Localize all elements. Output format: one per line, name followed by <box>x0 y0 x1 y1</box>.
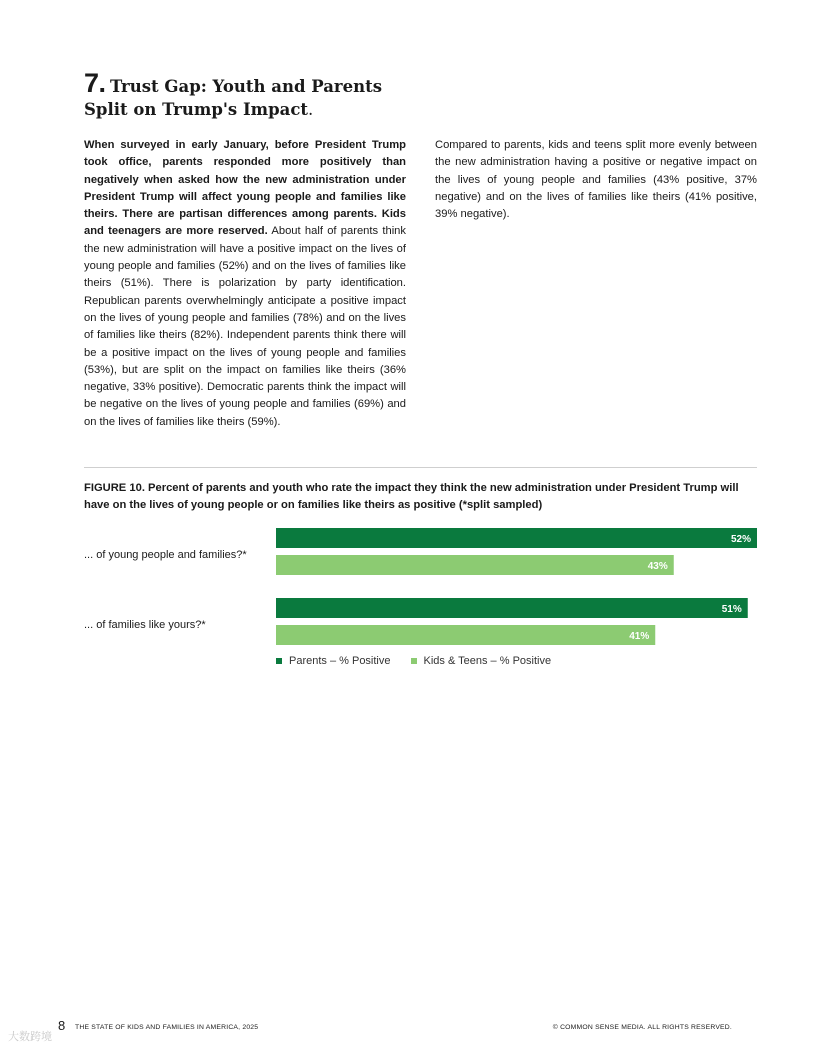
data-label-kids-teens-0: 43% <box>647 561 668 572</box>
legend-label-kids-teens: Kids & Teens – % Positive <box>423 655 552 667</box>
bar-parents-0 <box>276 528 757 548</box>
bar-chart-svg <box>84 525 758 655</box>
category-label-families: ... of families like yours?* <box>84 619 206 631</box>
bar-kids-teens-1 <box>276 625 655 645</box>
section-heading <box>84 68 414 121</box>
right-column-text <box>435 137 757 223</box>
legend-swatch-kids-teens <box>411 658 417 664</box>
legend-label-parents: Parents – % Positive <box>289 655 391 667</box>
bar-chart <box>84 525 758 675</box>
page-number: 8 <box>58 1018 66 1033</box>
publication-title: THE STATE OF KIDS AND FAMILIES IN AMERICA, 2025 <box>75 1024 259 1031</box>
copyright-notice: © COMMON SENSE MEDIA. ALL RIGHTS RESERVED. <box>552 1024 732 1031</box>
data-label-parents-1: 51% <box>721 604 742 615</box>
legend-item-kids-teens <box>411 655 552 667</box>
chart-legend <box>276 655 551 667</box>
section-title-period: . <box>308 100 314 119</box>
left-column-body: About half of parents think the new administration will have a positive impact on the lives of young people and families (52%) and on the lives of families like theirs (51%). There is polarization by party identification. Republican parents overwhelmingly anticipate a positive impact on the lives of young people and families (78%) and on the lives of families like theirs (82%). Independent parents think there will be a positive impact on the lives of young people and families (53%), but are split on the impact on families like theirs (36% negative, 33% positive). Democratic parents think the impact will be negative on the lives of young people and families (69%) and on the lives of families like theirs (59%). <box>84 225 406 428</box>
page-footer <box>58 1020 738 1036</box>
bar-kids-teens-0 <box>276 555 674 575</box>
bar-parents-1 <box>276 598 748 618</box>
section-number: 7. <box>84 68 106 98</box>
data-label-parents-0: 52% <box>730 534 751 545</box>
left-column-text <box>84 137 406 431</box>
section-title: Trust Gap: Youth and Parents Split on Trump's Impact <box>84 77 382 119</box>
figure-caption: FIGURE 10. Percent of parents and youth who rate the impact they think the new administration under President Trump will have on the lives of young people or on families like theirs as positive (*split sampled) <box>84 482 739 511</box>
right-column-body: Compared to parents, kids and teens split more evenly between the new administration having a positive or negative impact on the lives of young people and families (43% positive, 37% negative) and on the lives of families like theirs (41% positive, 39% negative). <box>435 139 757 221</box>
legend-swatch-parents <box>276 658 282 664</box>
section-divider <box>84 467 757 468</box>
data-label-kids-teens-1: 41% <box>629 631 650 642</box>
category-label-young-people: ... of young people and families?* <box>84 549 247 561</box>
watermark-logo: 大数跨境 <box>8 1031 52 1043</box>
legend-item-parents <box>276 655 391 667</box>
lead-paragraph-bold: When surveyed in early January, before President Trump took office, parents responded more positively than negatively when asked how the new administration under President Trump will affect young people and families like theirs. There are partisan differences among parents. Kids and teenagers are more reserved. <box>84 139 406 238</box>
